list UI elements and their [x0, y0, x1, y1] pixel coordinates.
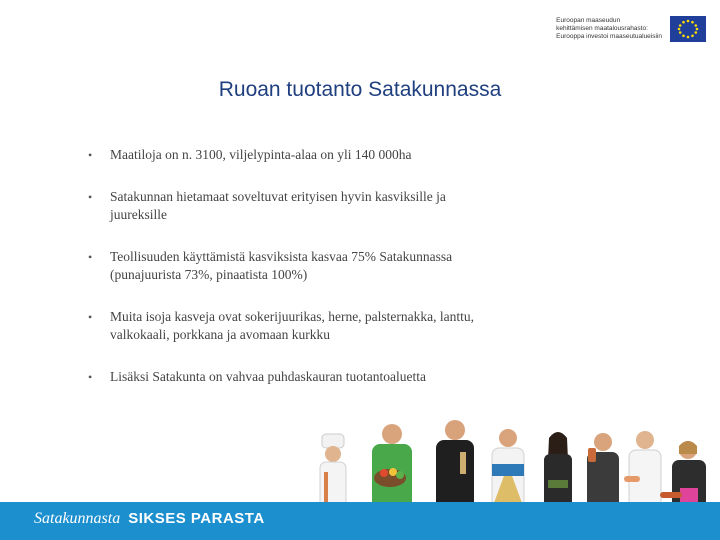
bullet-marker: •: [88, 310, 93, 324]
eu-flag-icon: [670, 16, 706, 42]
eu-logo-text: [556, 17, 662, 41]
bullet-text-line: Satakunnan hietamaat soveltuvat erityisen hyvin kasviksille ja: [110, 189, 446, 204]
bullet-marker: •: [88, 148, 93, 162]
bullet-text-line: juureksille: [110, 207, 167, 222]
bullet-item: [88, 248, 558, 284]
eu-logo: [556, 16, 706, 42]
bullet-text-line: Muita isoja kasveja ovat sokerijuurikas, herne, palsternakka, lanttu,: [110, 309, 475, 324]
eu-logo-line-1: Euroopan maaseudun: [556, 17, 621, 24]
brand-bold-text: SIKSES PARASTA: [128, 510, 265, 527]
bullet-text-line: Maatiloja on n. 3100, viljelypinta-alaa on yli 140 000ha: [110, 147, 412, 162]
bullet-text-line: Teollisuuden käyttämistä kasviksista kasvaa 75% Satakunnassa: [110, 249, 453, 264]
bullet-marker: •: [88, 370, 93, 384]
footer-brand-logo: [34, 510, 265, 528]
brand-script-text: Satakunnasta: [34, 510, 121, 527]
eu-logo-line-2: kehittämisen maatalousrahasto:: [556, 25, 648, 32]
bullet-item: [88, 188, 558, 224]
bullet-item: [88, 308, 558, 344]
bullet-list: [88, 146, 558, 410]
bullet-item: [88, 146, 558, 164]
eu-logo-line-3: Eurooppa investoi maaseutualueisiin: [556, 33, 662, 40]
bullet-marker: •: [88, 250, 93, 264]
bullet-marker: •: [88, 190, 93, 204]
bullet-text-line: Lisäksi Satakunta on vahvaa puhdaskauran tuotantoaluetta: [110, 369, 427, 384]
bullet-text-line: (punajuurista 73%, pinaatista 100%): [110, 267, 308, 282]
page-title: Ruoan tuotanto Satakunnassa: [218, 78, 502, 101]
footer-bar: [0, 502, 720, 540]
bullet-text-line: valkokaali, porkkana ja avomaan kurkku: [110, 327, 331, 342]
bullet-item: [88, 368, 558, 386]
